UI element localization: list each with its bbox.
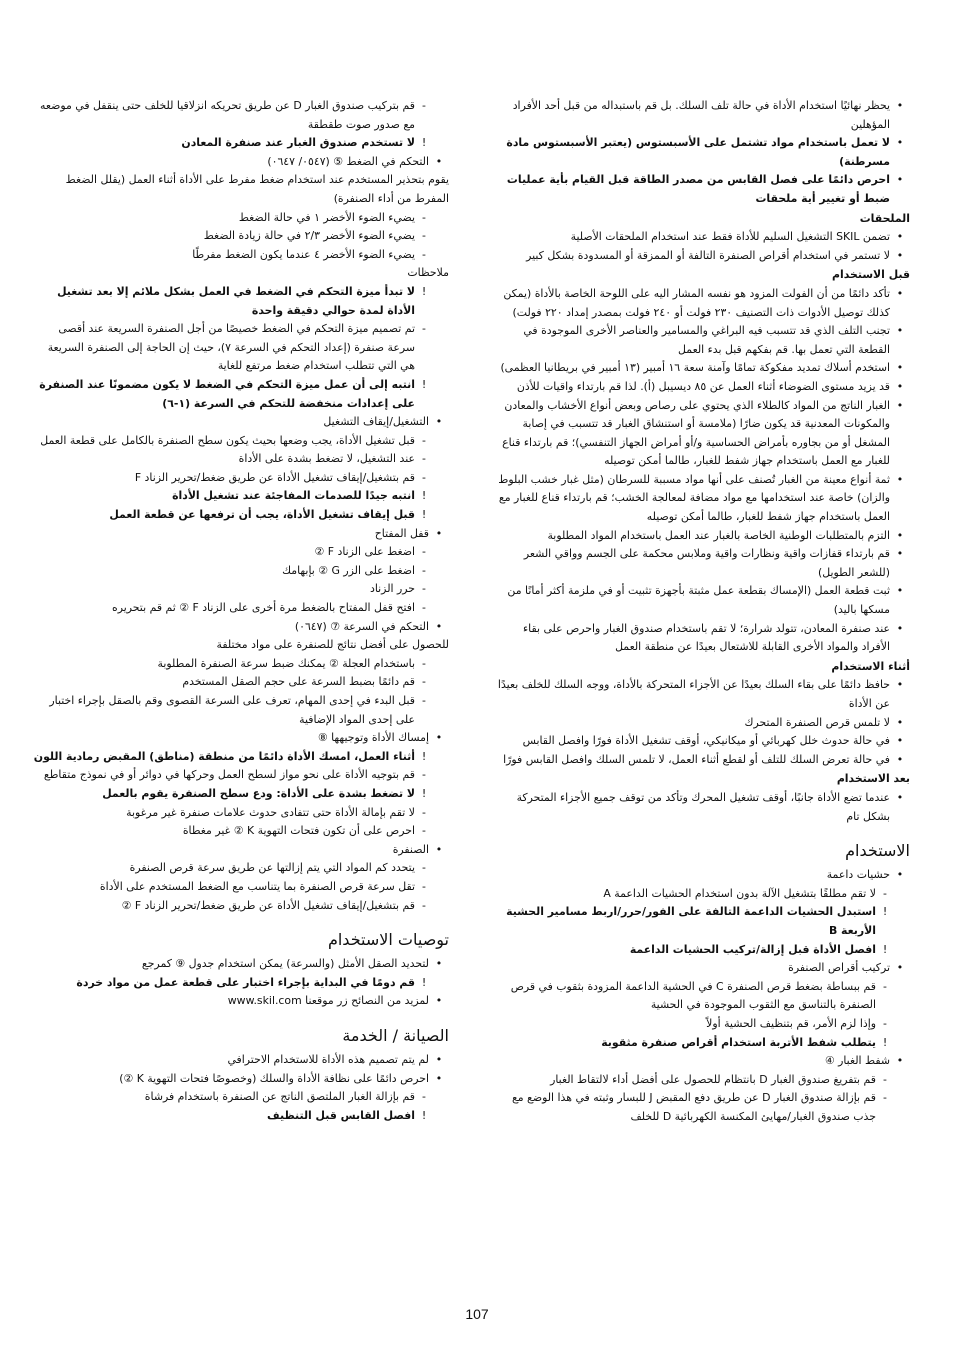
item-text: قبل الاستخدام [832,268,910,282]
warning-item [31,506,449,525]
bullet-marker: • [896,173,904,187]
item-text: الصيانة / الخدمة [342,1025,449,1045]
bullet-marker: - [422,247,426,261]
item-text: لا تقم مطلقًا بتشغيل الآلة بدون استخدام الحشيات الداعمة A [603,886,876,900]
item-text: قم بتشغيل/إيقاف تشغيل الأداة عن طريق ضغط/تحرير الزناد F [134,470,415,484]
item-text: الاستخدام [845,841,910,861]
section-title [492,840,910,862]
item-text: لمزيد من النصائح زر موقعنا www.skil.com [227,994,429,1008]
item-text: للحصول على أفضل نتائج للصنفرة على مواد مختلفة [216,638,449,652]
sub-item [31,432,449,451]
warning-marker: ! [421,786,427,800]
bullet-marker: - [422,1090,426,1104]
bullet-marker: • [896,1054,904,1068]
bullet-item [492,620,910,657]
item-text: التحكم في الضغط ⑤ (٠٥٤٧/ ٠٦٤٧) [267,154,429,168]
warning-item [492,903,910,940]
sub-item [492,1089,910,1126]
sub-item [31,599,449,618]
warning-marker: ! [882,905,888,919]
item-text: قم بتفريغ صندوق الغبار D بانتظام للحصول على أفضل أداء لالتقاط الغبار [550,1072,876,1086]
item-text: احرص على أن تكون فتحات التهوية K ② غير مغطاة [182,824,415,838]
bullet-item [492,676,910,713]
item-text: عندما تضع الأداة جانبًا، أوقف تشغيل المحرك وتأكد من توقف جميع الأجزاء المتحركة بشكل تام [516,790,890,823]
item-text: تضمن SKIL التشغيل السليم للأداة فقط عند استخدام الملحقات الأصلية [570,230,890,244]
bullet-marker: - [422,563,426,577]
sub-item [31,878,449,897]
bullet-marker: • [896,472,904,486]
item-text: باستخدام العجلة ② يمكنك ضبط سرعة الصنفرة المطلوبة [157,656,415,670]
bullet-item [31,525,449,544]
bullet-marker: • [896,99,904,112]
warning-marker: ! [421,489,427,503]
bullet-marker: • [896,286,904,300]
bullet-marker: - [422,601,426,615]
item-text: لا تقم بإمالة الأداة حتى تتفادى حدوث علامات صنفرة غير مرغوبة [126,805,415,819]
sub-item [31,562,449,581]
bullet-item [492,97,910,134]
bullet-item [492,751,910,770]
item-text: أثناء العمل، امسك الأداة دائمًا من منطقة (مناطق) المقبض رمادية اللون [33,749,415,763]
bullet-marker: • [896,379,904,393]
item-text: قم بارتداء قفازات واقية ونظارات واقية وملابس محكمة على الجسم وواقي الشعر (للشعر الطويل) [523,547,890,579]
bullet-item [492,527,910,546]
item-text: يتحدد كم المواد التي يتم إزالتها عن طريق سرعة قرص الصنفرة [129,861,415,875]
bullet-item [492,1052,910,1071]
item-text: انتبه إلى أن عمل ميزة التحكم في الضغط لا يكون مضمونًا عند الصنفرة على إعدادات منخفضة للتحكم في السرعة (١-٦) [39,377,415,410]
bullet-marker: • [896,715,904,729]
bullet-item [31,618,449,637]
bullet-item [492,732,910,751]
item-text: لا تستمر في استخدام أقراص الصنفرة التالفة أو الممزقة أو المسدودة بشكل كبير [526,248,890,262]
sub-item [31,227,449,246]
sub-item [31,97,449,134]
item-text: لم يتم تصميم هذه الأداة للاستخدام الاحترافي [227,1052,429,1066]
item-text: قم بتشغيل/إيقاف تشغيل الأداة عن طريق ضغط/تحرير الزناد F ② [121,898,415,912]
warning-item [31,974,449,993]
bullet-item [492,714,910,733]
item-text: قم دومًا في البداية بإجراء اختبار على قطعة عمل من مواد خردة [76,975,415,989]
sub-item [31,804,449,823]
warning-marker: ! [421,749,427,763]
item-text: شفط الغبار ④ [824,1054,890,1068]
bullet-item [31,413,449,432]
bullet-marker: - [422,545,426,559]
item-text: إمساك الأداة وتوجيهها ⑧ [317,731,429,745]
bullet-item [492,959,910,978]
warning-item [492,1034,910,1053]
item-text: الغبار الناتج من المواد كالطلاء الذي يحتوي على رصاص وبعض أنواع الأخشاب والمعادن والمكونات المعدنية قد يكون ضارًا (ملامسة أو استنشاق الغبار قد تتسبب في إصابة المشغل أو من بجاوره بأمراض الحساسية و/أو أمراض الجهاز التنفسي)؛ قم بارتداء قناع للغبار مع العمل باستخدام جهاز شفط للغبار، طالما أمكن توصيله [502,398,890,468]
item-text: استبدل الحشيات الداعمة التالفة على الفور/حرر/اربط مسامير الحشية الأربعة B [506,905,876,937]
item-text: قبل إيقاف تشغيل الأداة، يجب أن ترفعها عن قطعة العمل [109,508,415,522]
item-text: قم بتوجيه الأداة على نحو مواز لسطح العمل وحركها في دوائر أو في نموذج متقاطع [43,768,415,782]
bullet-item [31,1070,449,1089]
bullet-marker: - [422,898,426,912]
warning-marker: ! [421,1108,427,1122]
bullet-marker: - [422,768,426,782]
sub-item [31,580,449,599]
item-text: حافظ دائمًا على بقاء السلك بعيدًا عن الأجزاء المتحركة بالأداة، ووجه السلك للخلف بعيدًا عن الأداة [497,678,890,710]
bullet-marker: • [435,994,443,1008]
item-text: قم بإزالة الغبار الملتصق الناتج عن الصنفرة باستخدام فرشاة [144,1090,415,1104]
bullet-marker: - [422,824,426,838]
item-text: الصنفرة [392,842,429,856]
bullet-marker: • [896,528,904,542]
item-text: احرص دائمًا على نظافة الأداة والسلك (وخصوصًا فتحات التهوية K ②) [119,1071,429,1085]
item-text: انتبه جيدًا للصدمات المفاجئة عند تشغيل الأداة [172,489,415,503]
sub-item [31,897,449,916]
sub-item [31,1088,449,1107]
subheading [492,210,910,229]
bullet-marker: • [896,248,904,262]
sub-item [31,320,449,376]
sub-item [31,655,449,674]
bullet-item [31,729,449,748]
bullet-marker: - [883,1072,887,1086]
warning-item [31,1107,449,1126]
item-text: لا تعمل باستخدام مواد تشتمل على الأسبستوس (يعتبر الأسبستوس مادة مسرطنة) [506,136,890,168]
warning-marker: ! [882,1035,888,1049]
bullet-marker: • [896,547,904,561]
paragraph [31,171,449,208]
item-text: يتطلب شفط الأتربة استخدام أقراص صنفرة مثقوبة [601,1035,876,1049]
bullet-marker: - [422,99,426,112]
item-text: لا تضغط بشدة على الأداة: ودع سطح الصنفرة يقوم بالعمل [102,786,415,800]
bullet-marker: - [422,879,426,893]
item-text: قم ببساطة بضغط قرص الصنفرة C في الحشية الداعمة المزودة بثقوب في قرص الصنفرة بالتناسق مع الثقوب الموجودة في الحشية [510,979,876,1012]
bullet-marker: • [435,1052,443,1066]
sub-item [492,978,910,1015]
bullet-marker: • [896,734,904,748]
bullet-marker: • [896,790,904,804]
bullet-marker: - [422,656,426,670]
item-text: تقل سرعة قرص الصنفرة بما يتناسب مع الضغط المستخدم على الأداة [99,879,415,893]
bullet-marker: - [422,210,426,224]
warning-item [31,748,449,767]
sub-item [31,822,449,841]
bullet-marker: • [435,957,443,971]
bullet-marker: • [435,526,443,540]
sub-item [31,673,449,692]
bullet-item [31,1051,449,1070]
bullet-marker: • [435,1071,443,1085]
bullet-marker: - [422,675,426,689]
sub-item [31,209,449,228]
bullet-marker: - [422,322,426,336]
bullet-item [492,247,910,266]
left-column [31,97,449,1125]
bullet-marker: • [896,136,904,150]
sub-item [31,692,449,729]
item-text: بعد الاستخدام [836,772,910,786]
bullet-marker: - [883,979,887,993]
warning-item [31,376,449,413]
subheading [492,266,910,285]
warning-item [31,283,449,320]
item-text: تأكد دائمًا من أن الفولت المزود هو نفسه المشار اليه على اللوحة الخاصة بالأداة (يمكن كذلك توصيل الأدوات ذات التصنيف ٢٣٠ فولت أو ٢٤٠ فولت بمصدر إمداد ٢٢٠ فولت) [503,286,890,319]
paragraph [31,636,449,655]
item-text: يقوم بتحذير المستخدم عند استخدام ضغط مفرط على الأداة أثناء العمل (يقلل الضغط المفرط من أداء الصنفرة) [65,173,449,205]
item-text: ثمة أنواع معينة من الغبار تُصنف على أنها مواد مسببة للسرطان (مثل غبار خشب البلوط والزان) خاصة عند استخدامها مع مواد مضافة لمعالجة الخشب؛ قم بارتداء قناع للغبار مع العمل باستخدام جهاز شفط للغبار، طالما أمكن توصيله [498,472,890,524]
item-text: اضغط على الزر G ② بإبهامك [282,563,415,577]
item-text: تجنب التلف الذي قد تتسبب فيه البراغي والمسامير والعناصر الأخرى الموجودة في القطعة التي تعمل بها. قم بفكهم قبل بدء العمل [523,324,890,356]
item-text: قم دائمًا بضبط السرعة على حجم الصقل المستخدم [182,675,415,689]
bullet-item [31,153,449,172]
bullet-marker: • [896,230,904,244]
bullet-item [492,545,910,582]
bullet-marker: • [435,415,443,429]
bullet-marker: • [435,619,443,633]
bullet-marker: • [896,584,904,598]
section-title [31,1025,449,1047]
sub-item [492,1015,910,1034]
item-text: حشيات داعمة [826,868,890,882]
sub-item [31,246,449,265]
bullet-item [31,841,449,860]
item-text: عند صنفرة المعادن، تتولد شرارة؛ لا تقم باستخدام صندوق الغبار واحرص على بقاء الأفراد والمواد الأخرى القابلة للاشتعال بعيدًا عن منطقة العمل [523,621,890,654]
warning-marker: ! [882,942,888,956]
bullet-marker: - [422,470,426,484]
bullet-item [31,992,449,1011]
item-text: يضيء الضوء الأخضر ٤ عندما يكون الضغط مفرطًا [192,247,415,261]
item-text: التحكم في السرعة ⑦ (٠٦٤٧) [294,619,429,633]
warning-item [31,487,449,506]
item-text: قم بإزالة صندوق الغبار D عن طريق دفع المقبض J للبسار وثبته في هذا الوضع مع جذب صندوق الغبار/مهايئ المكنسة الكهربائية D للخلف [511,1091,876,1123]
bullet-item [492,359,910,378]
item-text: افصل القابس قبل التنظيف [267,1108,415,1122]
item-text: يحظر نهائيًا استخدام الأداة في حالة تلف السلك. بل قم باستبداله من قبل أحد الأفراد المؤهلين [512,99,890,131]
bullet-marker: • [435,842,443,856]
item-text: توصيات الاستخدام [327,930,449,950]
item-text: اضغط على الزناد F ② [314,545,415,559]
bullet-item [492,582,910,619]
sub-item [492,885,910,904]
item-text: التزم بالمتطلبات الوطنية الخاصة بالغبار عند العمل باستخدام المواد المطلوبة [547,528,890,542]
bullet-marker: • [896,678,904,692]
bullet-marker: - [422,861,426,875]
item-text: حرر الزناد [369,582,415,596]
section-title [31,929,449,951]
item-text: تم تصميم ميزة التحكم في الضغط خصيصًا من أجل الصنفرة السريعة عند أقصى سرعة صنفرة (إعداد التحكم في السرعة ٧)، حيث إن الحاجة إلى الصنفرة السريعة هي التي تتطلب استخدام ضغط مرتفع للغاية [47,322,415,373]
warning-marker: ! [421,377,427,391]
bullet-item [492,134,910,171]
bullet-marker: • [896,324,904,338]
right-column [492,97,910,1126]
item-text: لا تبدأ ميزة التحكم في الضغط في العمل بشكل ملائم إلا بعد تشغيل الأداة لمدة حوالي دقيقة واحدة [57,284,415,317]
item-text: في حالة حدوث خلل كهربائي أو ميكانيكي، أوقف تشغيل الأداة فورًا وافصل القابس [522,734,890,748]
bullet-marker: - [422,229,426,243]
subheading [492,658,910,677]
bullet-marker: • [896,398,904,412]
bullet-item [492,471,910,527]
sub-item [31,469,449,488]
bullet-item [492,285,910,322]
item-text: قفل المفتاح [374,526,429,540]
bullet-item [492,322,910,359]
warning-marker: ! [421,508,427,522]
bullet-marker: - [422,582,426,596]
bullet-item [31,955,449,974]
warning-marker: ! [421,136,427,150]
bullet-item [492,171,910,208]
item-text: أثناء الاستخدام [831,659,910,673]
page-number: 107 [465,1306,489,1322]
warning-item [31,134,449,153]
bullet-marker: - [422,805,426,819]
item-text: افتح قفل المفتاح بالضغط مرة أخرى على الزناد F ② ثم قم بتحريره [112,601,415,615]
item-text: استخدم أسلاك تمديد مفكوكة تمامًا وآمنة سعة ١٦ أمبير (١٣ أمبير في بريطانيا العظمى) [500,361,890,375]
item-text: قم بتركيب صندوق الغبار D عن طريق تحريكه انزلاقيا للخلف حتى ينقفل في موضعه مع صدور صوت طقطقة [40,99,415,131]
bullet-marker: - [883,1091,887,1105]
sub-item [31,859,449,878]
item-text: التشغيل/إيقاف التشغيل [323,415,429,429]
sub-item [31,766,449,785]
bullet-item [492,789,910,826]
sub-item [31,450,449,469]
bullet-marker: - [422,452,426,466]
bullet-marker: • [435,731,443,745]
warning-marker: ! [421,975,427,989]
item-text: قد يزيد مستوى الضوضاء أثناء العمل عن ٨٥ ديسيبل (أ). لذا قم بارتداء واقيات للأذن [516,379,890,393]
bullet-marker: • [896,752,904,766]
paragraph [31,264,449,283]
item-text: ملاحظات [407,266,449,280]
bullet-marker: • [896,621,904,635]
subheading [492,770,910,789]
bullet-item [492,866,910,885]
sub-item [492,1071,910,1090]
item-text: تركيب أقراص الصنفرة [788,961,890,975]
warning-item [492,941,910,960]
item-text: قبل البدء في إحدى المهام، تعرف على السرعة القصوى وقم بالصقل بإجراء اختبار على إحدى المواد الإضافية [49,694,415,726]
bullet-marker: • [896,961,904,975]
item-text: في حالة تعرض السلك للتلف أو لقطع أثناء العمل، لا تلمس السلك وافصل القابس فورًا [503,752,890,766]
item-text: احرص دائمًا على فصل القابس من مصدر الطاقة قبل القيام بأية عمليات ضبط أو تغيير أية ملحقات [506,173,890,205]
bullet-marker: - [422,694,426,707]
bullet-marker: - [883,1016,887,1030]
bullet-marker: - [422,433,426,447]
item-text: لا تلمس قرص الصنفرة المتحرك [744,715,890,729]
item-text: عند التشغيل، لا تضغط بشدة على الأداة [238,452,415,466]
item-text: قبل تشغيل الأداة، يجب وضعها بحيث يكون سطح الصنفرة بالكامل على قطعة العمل [40,433,415,447]
bullet-item [492,378,910,397]
warning-marker: ! [421,284,427,298]
item-text: يضيء الضوء الأخضر ٢/٣ في حالة زيادة الضغط [203,229,415,243]
bullet-marker: - [883,886,887,900]
sub-item [31,543,449,562]
item-text: لا تستخدم صندوق الغبار عند صنفرة المعادن [181,136,415,150]
warning-item [31,785,449,804]
item-text: لتحديد الصقل الأمثل (والسرعة) يمكن استخدام جدول ⑨ كمرجع [141,957,429,971]
bullet-marker: • [435,154,443,168]
bullet-marker: • [896,361,904,375]
bullet-item [492,397,910,471]
bullet-marker: • [896,868,904,882]
item-text: افصل الأداة قبل إزالة/تركيب الحشيات الداعمة [629,942,876,956]
item-text: وإذا لزم الأمر، قم بتنظيف الحشية أولاً [706,1016,876,1030]
bullet-item [492,228,910,247]
item-text: يضيء الضوء الأخضر ١ في حالة الضغط [238,210,415,224]
item-text: ثبت قطعة العمل (الإمساك بقطعة عمل مثبتة بأجهزة تثبيت أو في ملزمة أكثر أمانًا من مسكها باليد) [507,584,890,617]
item-text: الملحقات [859,211,910,225]
